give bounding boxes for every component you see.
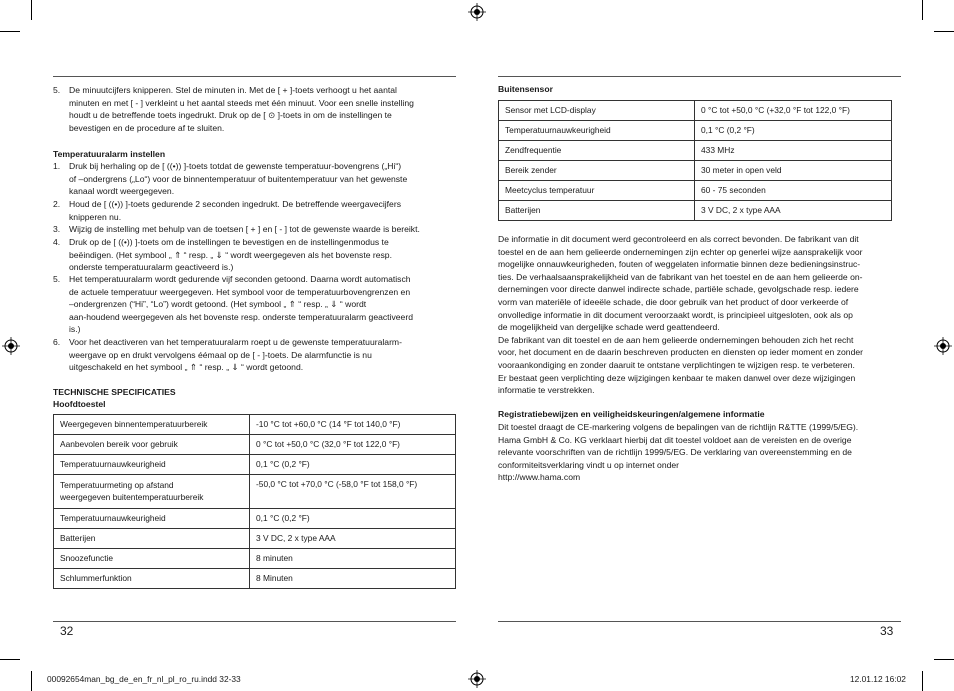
sensor-spec-table bbox=[498, 100, 892, 221]
table-cell: 30 meter in open veld bbox=[695, 161, 892, 181]
line: is.) bbox=[69, 324, 81, 335]
line: vorm van materiële of ideeële schade, die door gebruik van het product of door verkeerde of bbox=[498, 296, 849, 307]
table-row bbox=[54, 549, 456, 569]
table-row bbox=[499, 161, 892, 181]
table-cell: Aanbevolen bereik voor gebruik bbox=[54, 435, 250, 455]
table-cell: Batterijen bbox=[499, 201, 695, 221]
table-cell: Temperatuurnauwkeurigheid bbox=[54, 455, 250, 475]
line: onderste temperatuuralarm geactiveerd is.) bbox=[69, 262, 234, 273]
line: de mogelijkheid van dergelijke schade werd geattendeerd. bbox=[498, 322, 720, 333]
line: Houd de [ ((•)) ]-toets gedurende 2 seconden ingedrukt. De betreffende weergavecijfers bbox=[69, 199, 401, 209]
step-number: 1. bbox=[53, 161, 61, 171]
table-cell: -50,0 °C tot +70,0 °C (-58,0 °F tot 158,0 °F) bbox=[250, 475, 456, 509]
crop-mark bbox=[0, 31, 20, 32]
table-cell: 8 minuten bbox=[250, 549, 456, 569]
spec-subheading: Hoofdtoestel bbox=[53, 399, 106, 409]
line: –ondergrenzen (“Hi”, “Lo”) wordt getoond. (Het symbool „ ⇑ “ resp. „ ⇓ “ wordt bbox=[69, 299, 367, 310]
table-cell: Sensor met LCD-display bbox=[499, 101, 695, 121]
table-cell: 0,1 °C (0,2 °F) bbox=[695, 121, 892, 141]
table-cell: Bereik zender bbox=[499, 161, 695, 181]
table-cell: 0 °C tot +50,0 °C (32,0 °F tot 122,0 °F) bbox=[250, 435, 456, 455]
table-row bbox=[54, 415, 456, 435]
main-spec-table bbox=[53, 414, 456, 589]
table-cell: Schlummerfunktion bbox=[54, 569, 250, 589]
table-cell: 3 V DC, 2 x type AAA bbox=[695, 201, 892, 221]
table-row bbox=[54, 455, 456, 475]
crop-mark bbox=[934, 659, 954, 660]
step-number: 6. bbox=[53, 337, 61, 347]
line: Er bestaat geen verplichting deze wijzigingen kenbaar te maken danwel over deze wijzigingen bbox=[498, 372, 856, 383]
table-cell: Temperatuurnauwkeurigheid bbox=[499, 121, 695, 141]
line: De fabrikant van dit toestel en de aan hem gelieerde ondernemingen behouden zich het recht bbox=[498, 334, 854, 345]
registration-text bbox=[498, 421, 908, 484]
line: Druk op de [ ((•)) ]-toets om de instellingen te bevestigen en de instellingenmodus te bbox=[69, 237, 389, 247]
line: onvolledige informatie in dit document veroorzaakt wordt, is principieel uitgesloten, ook als op bbox=[498, 309, 853, 320]
table-row bbox=[54, 509, 456, 529]
line: houdt u de betreffende toets ingedrukt. Druk op de [ ⊙ ]-toets in om de instellingen te bbox=[69, 110, 392, 121]
table-cell: 433 MHz bbox=[695, 141, 892, 161]
step-number: 5. bbox=[53, 274, 61, 284]
top-rule-left bbox=[53, 76, 456, 77]
file-slug: 00092654man_bg_de_en_fr_nl_pl_ro_ru.indd 32-33 bbox=[47, 674, 241, 684]
step-text bbox=[69, 84, 414, 134]
line: minuten en met [ - ] verkleint u het aantal steeds met één minuut. Voor een snelle instelling bbox=[69, 97, 414, 108]
registration-mark-icon bbox=[468, 3, 486, 21]
step-number: 5. bbox=[53, 85, 61, 95]
disclaimer-text bbox=[498, 233, 908, 397]
line: ties. De verhaalsaansprakelijkheid van de fabrikant van het toestel en de aan hem gelieerde on- bbox=[498, 271, 863, 282]
table-cell: 8 Minuten bbox=[250, 569, 456, 589]
crop-mark bbox=[922, 671, 923, 691]
footer-rule-right bbox=[498, 621, 901, 622]
registration-mark-icon bbox=[2, 337, 20, 355]
table-row bbox=[499, 201, 892, 221]
page-number-right: 33 bbox=[880, 624, 894, 638]
table-cell: 0 °C tot +50,0 °C (+32,0 °F tot 122,0 °F) bbox=[695, 101, 892, 121]
line: voor, het document en de daarin beschreven producten en diensten op ieder moment en zonder bbox=[498, 347, 863, 358]
table-row bbox=[499, 121, 892, 141]
sensor-heading: Buitensensor bbox=[498, 84, 553, 94]
table-cell: Weergegeven binnentemperatuurbereik bbox=[54, 415, 250, 435]
step-number: 4. bbox=[53, 237, 61, 247]
spec-heading: TECHNISCHE SPECIFICATIES bbox=[53, 387, 176, 397]
crop-mark bbox=[934, 31, 954, 32]
table-cell: -10 °C tot +60,0 °C (14 °F tot 140,0 °F) bbox=[250, 415, 456, 435]
line: Hama GmbH & Co. KG verklaart hierbij dat dit toestel voldoet aan de vereisten en de overige bbox=[498, 434, 852, 445]
table-cell: 3 V DC, 2 x type AAA bbox=[250, 529, 456, 549]
table-cell: Temperatuurnauwkeurigheid bbox=[54, 509, 250, 529]
line: uitgeschakeld en het symbool „ ⇑ “ resp. „ ⇓ “ wordt getoond. bbox=[69, 362, 304, 373]
registration-mark-icon bbox=[468, 670, 486, 688]
table-cell: 0,1 °C (0,2 °F) bbox=[250, 455, 456, 475]
line: Voor het deactiveren van het temperatuuralarm roept u de gewenste temperatuuralarm- bbox=[69, 337, 402, 347]
line: dernemingen voor directe danwel indirecte schade, partiële schade, gevolgschade resp. iedere bbox=[498, 284, 859, 295]
crop-mark bbox=[31, 0, 32, 20]
step-text bbox=[69, 236, 392, 274]
top-rule-right bbox=[498, 76, 901, 77]
line: Het temperatuuralarm wordt gedurende vijf seconden getoond. Daarna wordt automatisch bbox=[69, 274, 411, 284]
line: knipperen nu. bbox=[69, 211, 122, 222]
step-text bbox=[69, 160, 407, 198]
table-row bbox=[499, 181, 892, 201]
crop-mark bbox=[31, 671, 32, 691]
line: Dit toestel draagt de CE-markering volgens de bepalingen van de richtlijn R&TTE (1999/5/EG). bbox=[498, 422, 859, 432]
line: Druk bij herhaling op de [ ((•)) ]-toets totdat de gewenste temperatuur-bovengrens („Hi“) bbox=[69, 161, 402, 171]
line: vooraankondiging en zonder daaruit te ontstane verplichtingen te wijzigen resp. te verbeteren. bbox=[498, 359, 855, 370]
step-text bbox=[69, 336, 402, 374]
line: relevante voorschriften van de richtlijn 1999/5/EG. De verklaring van overeenstemming en de bbox=[498, 447, 852, 458]
table-row bbox=[499, 101, 892, 121]
line: kanaal wordt weergegeven. bbox=[69, 186, 175, 197]
line: Wijzig de instelling met behulp van de toetsen [ + ] en [ - ] tot de gewenste waarde is bereikt. bbox=[69, 224, 420, 234]
step-text bbox=[69, 223, 420, 236]
table-cell: Batterijen bbox=[54, 529, 250, 549]
table-cell: 0,1 °C (0,2 °F) bbox=[250, 509, 456, 529]
line: De minuutcijfers knipperen. Stel de minuten in. Met de [ + ]-toets verhoogt u het aantal bbox=[69, 85, 397, 95]
line: conformiteitsverklaring vindt u op internet onder bbox=[498, 459, 680, 470]
step-text bbox=[69, 273, 413, 336]
crop-mark bbox=[0, 659, 20, 660]
table-cell: 60 - 75 seconden bbox=[695, 181, 892, 201]
step-number: 2. bbox=[53, 199, 61, 209]
line: beëindigen. (Het symbool „ ⇑ “ resp. „ ⇓ “ wordt weergegeven als het bovenste resp. bbox=[69, 249, 392, 260]
website-link[interactable]: http://www.hama.com bbox=[498, 472, 581, 483]
registration-heading: Registratiebewijzen en veiligheidskeuringen/algemene informatie bbox=[498, 409, 765, 419]
table-row bbox=[54, 529, 456, 549]
table-cell: Meetcyclus temperatuur bbox=[499, 181, 695, 201]
line: informatie te verstrekken. bbox=[498, 385, 595, 396]
step-number: 3. bbox=[53, 224, 61, 234]
table-cell: Zendfrequentie bbox=[499, 141, 695, 161]
alarm-heading: Temperatuuralarm instellen bbox=[53, 149, 166, 159]
table-row bbox=[499, 141, 892, 161]
table-row bbox=[54, 569, 456, 589]
line: de actuele temperatuur weergegeven. Het symbool voor de temperatuurbovengrenzen en bbox=[69, 286, 411, 297]
line: weergave op en drukt vervolgens éémaal op de [ - ]-toets. De alarmfunctie is nu bbox=[69, 349, 372, 360]
table-cell: Snoozefunctie bbox=[54, 549, 250, 569]
table-row bbox=[54, 435, 456, 455]
line: of –ondergrens („Lo“) voor de binnentemperatuur of buitentemperatuur van het gewenste bbox=[69, 173, 408, 184]
line: mogelijke onnauwkeurigheden, fouten of weggelaten informatie binnen deze bedieningsinstruc- bbox=[498, 259, 861, 270]
line: toestel en de aan hem gelieerde ondernemingen zijn echter op generlei wijze aansprakelijk voor bbox=[498, 246, 863, 257]
registration-mark-icon bbox=[934, 337, 952, 355]
crop-mark bbox=[922, 0, 923, 20]
line: De informatie in dit document werd gecontroleerd en als correct bevonden. De fabrikant van dit bbox=[498, 234, 859, 244]
table-row bbox=[54, 475, 456, 509]
line: bevestigen en de procedure af te sluiten. bbox=[69, 122, 225, 133]
date-slug: 12.01.12 16:02 bbox=[850, 674, 906, 684]
line: aan-houdend weergegeven als het bovenste resp. onderste temperatuuralarm geactiveerd bbox=[69, 311, 413, 322]
footer-rule-left bbox=[53, 621, 456, 622]
step-text bbox=[69, 198, 401, 223]
page-number-left: 32 bbox=[60, 624, 74, 638]
table-cell: Temperatuurmeting op afstand weergegeven buitentemperatuurbereik bbox=[54, 475, 250, 509]
